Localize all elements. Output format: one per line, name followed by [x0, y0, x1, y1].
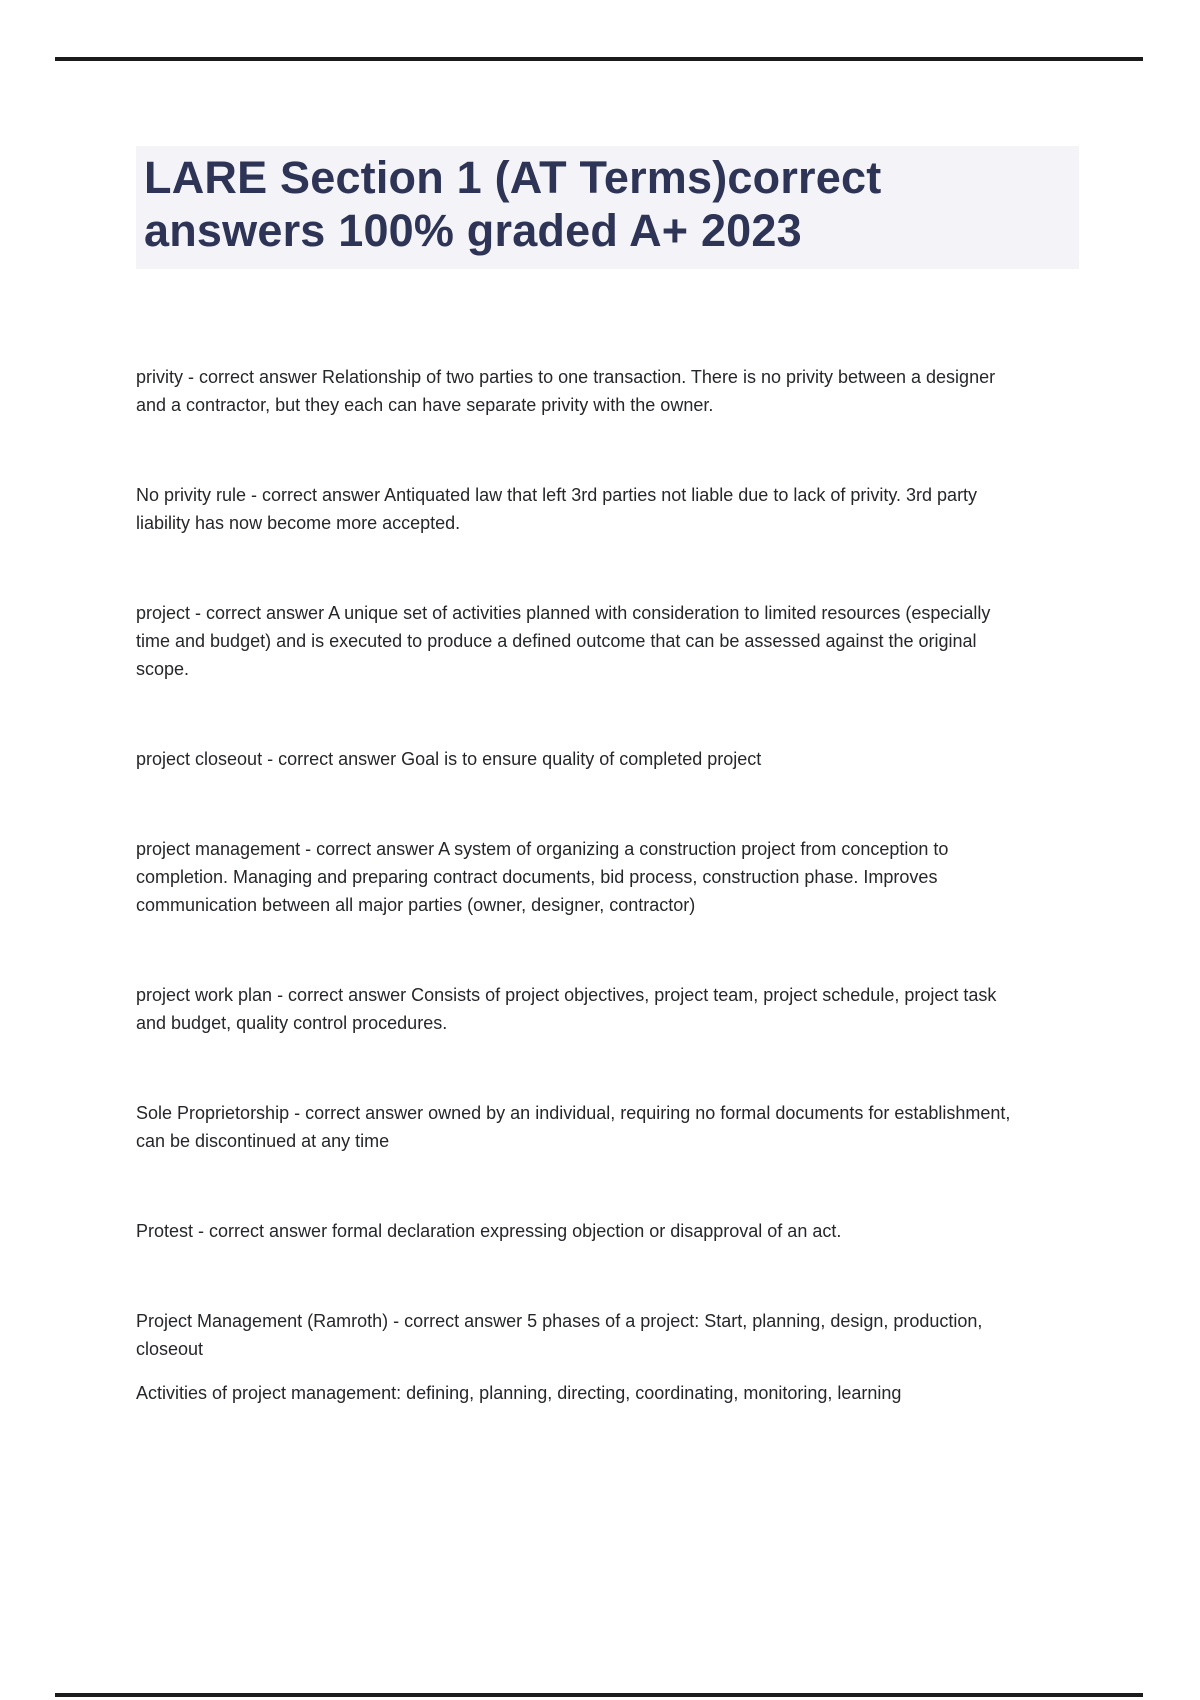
qa-paragraph: project closeout - correct answer Goal is to ensure quality of completed project [136, 749, 762, 769]
qa-paragraph: privity - correct answer Relationship of two parties to one transaction. There is no privity between a designer and a contractor, but they each can have separate privity with the owner. [136, 367, 996, 415]
page-content [136, 146, 1096, 1407]
qa-list [136, 363, 1016, 1407]
qa-paragraph: No privity rule - correct answer Antiquated law that left 3rd parties not liable due to lack of privity. 3rd party liability has now become more accepted. [136, 485, 978, 533]
bottom-rule [55, 1693, 1143, 1697]
qa-paragraph: project - correct answer A unique set of activities planned with consideration to limited resources (especially time and budget) and is executed to produce a defined outcome that can be assessed against the original scope. [136, 603, 991, 679]
qa-note: Activities of project management: defining, planning, directing, coordinating, monitoring, learning [136, 1383, 902, 1403]
top-rule [55, 57, 1143, 61]
qa-paragraph: project management - correct answer A system of organizing a construction project from conception to completion. Managing and preparing contract documents, bid process, construction phase. Improves communication between all major parties (owner, designer, contractor) [136, 839, 949, 915]
qa-paragraph: project work plan - correct answer Consists of project objectives, project team, project schedule, project task and budget, quality control procedures. [136, 985, 997, 1033]
qa-paragraph: Project Management (Ramroth) - correct answer 5 phases of a project: Start, planning, design, production, closeout [136, 1311, 983, 1359]
qa-paragraph: Protest - correct answer formal declaration expressing objection or disapproval of an act. [136, 1221, 842, 1241]
page-title: LARE Section 1 (AT Terms)correct answers 100% graded A+ 2023 [136, 146, 1079, 269]
qa-paragraph: Sole Proprietorship - correct answer owned by an individual, requiring no formal documents for establishment, can be discontinued at any time [136, 1103, 1011, 1151]
